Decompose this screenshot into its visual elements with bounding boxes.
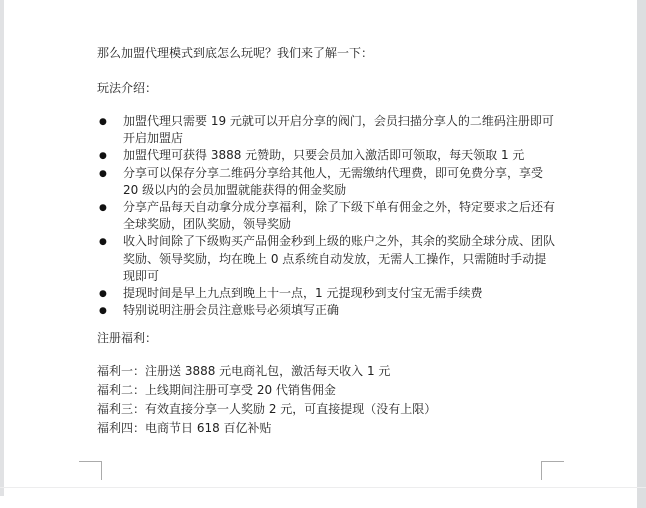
document-body: [97, 45, 557, 438]
bullet-item: [97, 113, 555, 147]
benefit-line: 福利一：注册送 3888 元电商礼包，激活每天收入 1 元: [97, 364, 391, 379]
bullet-text: 加盟代理可获得 3888 元赞助，只要会员加入激活即可领取，每天领取 1 元: [123, 148, 525, 163]
bullet-icon: ●: [99, 117, 107, 127]
bullet-icon: ●: [99, 168, 107, 179]
bullet-icon: ●: [99, 203, 107, 214]
bullet-text: 加盟代理只需要 19 元就可以开启分享的阀门，会员扫描分享人的二维码注册即可开启加盟店: [123, 114, 554, 146]
bullet-item: [97, 199, 555, 233]
bullet-icon: ●: [99, 289, 107, 300]
bullet-text: 分享可以保存分享二维码分享给其他人，无需缴纳代理费，即可免费分享，享受 20 级以内的会员加盟就能获得的佣金奖励: [123, 165, 544, 197]
bullet-text: 分享产品每天自动拿分成分享福利，除了下级下单有佣金之外，特定要求之后还有全球奖励，团队奖励，领导奖励: [123, 200, 556, 232]
gameplay-heading: 玩法介绍：: [97, 81, 158, 95]
benefits-heading: 注册福利：: [97, 331, 158, 346]
bullet-icon: ●: [99, 151, 107, 162]
margin-corner-mark-left-icon: [79, 461, 102, 480]
bullet-item: [97, 165, 555, 199]
bullet-item: [97, 147, 555, 164]
benefit-line: 福利四：电商节日 618 百亿补贴: [97, 421, 272, 436]
intro-paragraph: 那么加盟代理模式到底怎么玩呢？我们来了解一下：: [97, 46, 374, 60]
bullet-text: 提现时间是早上九点到晚上十一点，1 元提现秒到支付宝无需手续费: [123, 286, 483, 301]
bullet-item: [97, 285, 555, 302]
page-edge-left: [0, 0, 4, 496]
gameplay-bullet-list: [97, 113, 557, 319]
benefit-line: 福利三：有效直接分享一人奖励 2 元，可直接提现（没有上限）: [97, 402, 437, 417]
benefit-line: 福利二：上线期间注册可享受 20 代销售佣金: [97, 383, 336, 398]
bullet-item: [97, 233, 555, 285]
bullet-icon: ●: [99, 306, 107, 317]
margin-corner-mark-right-icon: [541, 461, 564, 480]
benefit-list: [97, 362, 557, 438]
page-bottom-boundary: [0, 487, 646, 488]
bullet-text: 特别说明注册会员注意账号必须填写正确: [123, 303, 340, 318]
bullet-item: [97, 302, 555, 319]
bullet-icon: ●: [99, 237, 107, 248]
page-edge-right: [637, 0, 646, 508]
bullet-text: 收入时间除了下级购买产品佣金秒到上级的账户之外，其余的奖励全球分成、团队奖励、领导奖励，均在晚上 0 点系统自动发放，无需人工操作，只需随时手动提现即可: [123, 234, 556, 283]
